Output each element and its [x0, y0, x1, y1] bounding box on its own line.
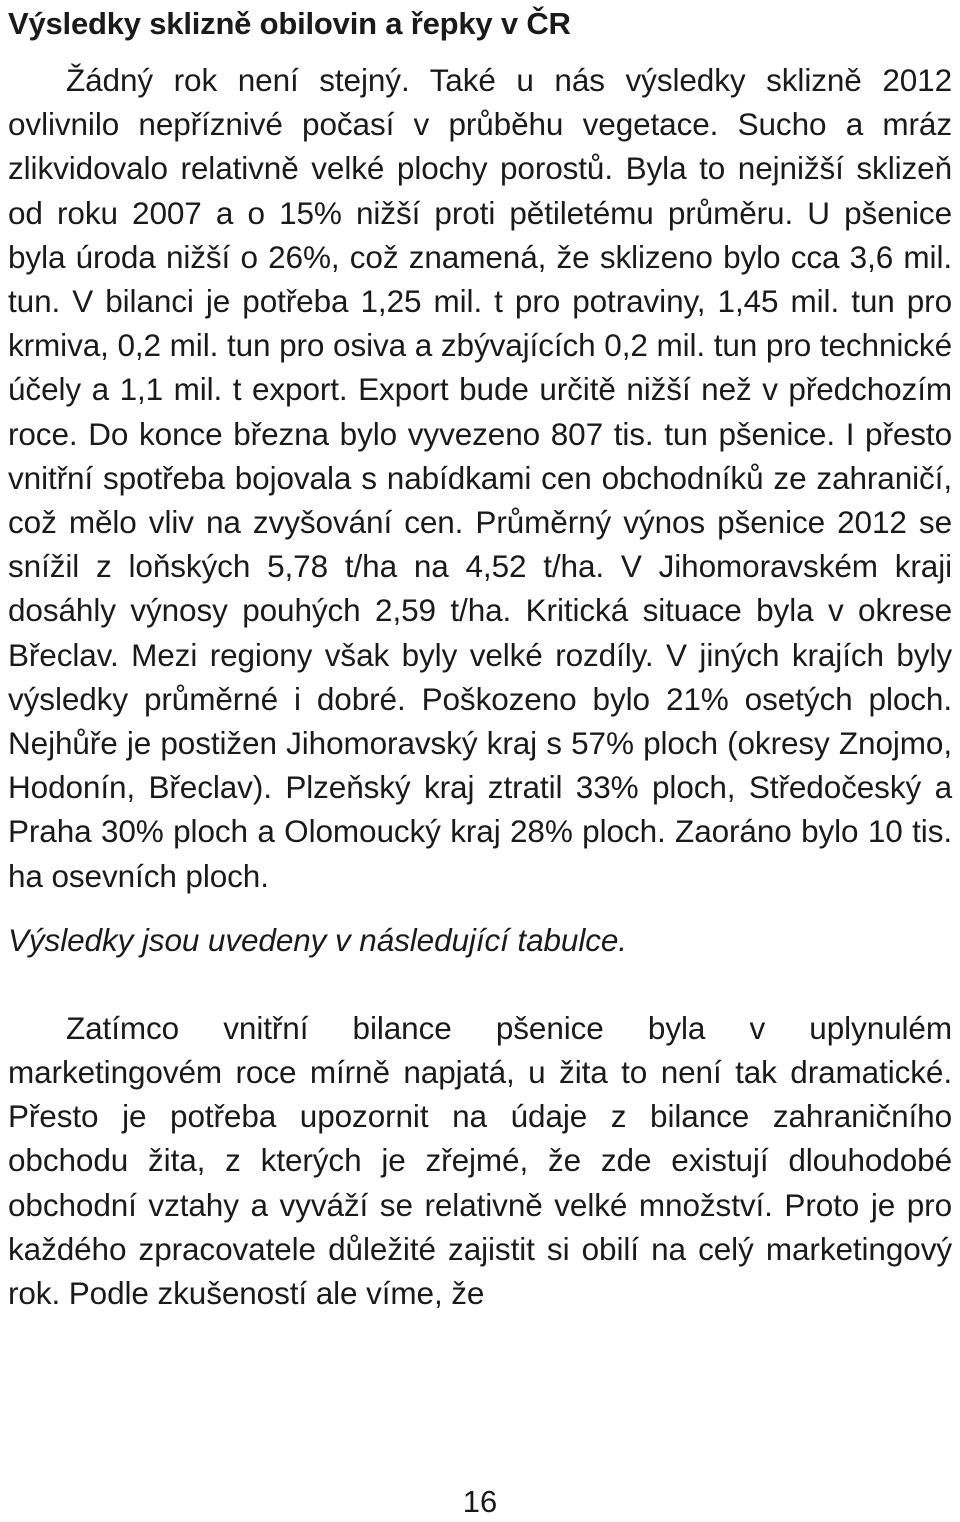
paragraph-rye-balance: Zatímco vnitřní bilance pšenice byla v uplynulém marketingovém roce mírně napjatá, u žita to není tak dramatické. Přesto je potřeba upozornit na údaje z bilance zahraničního obchodu žita, z kterých je zřejmé, že zde existují dlouhodobé obchodní vztahy a vyváží se relativně velké množství. Proto je pro každého zpracovatele důležité zajistit si obilí na celý marketingový rok. Podle zkušeností ale víme, že — [8, 1009, 952, 1312]
document-page — [8, 0, 952, 1315]
table-reference-note: Výsledky jsou uvedeny v následující tabulce. — [8, 921, 627, 958]
paragraph-harvest-results: Žádný rok není stejný. Také u nás výsledky sklizně 2012 ovlivnilo nepříznivé počasí v průběhu vegetace. Sucho a mráz zlikvidovalo relativně velké plochy porostů. Byla to nejnižší sklizeň od roku 2007 a o 15% nižší proti pětiletému průměru. U pšenice byla úroda nižší o 26%, což znamená, že sklizeno bylo cca 3,6 mil. tun. V bilanci je potřeba 1,25 mil. t pro potraviny, 1,45 mil. tun pro krmiva, 0,2 mil. tun pro osiva a zbývajících 0,2 mil. tun pro technické účely a 1,1 mil. t export. Export bude určitě nižší než v předchozím roce. Do konce března bylo vyvezeno 807 tis. tun pšenice. I přesto vnitřní spotřeba bojovala s nabídkami cen obchodníků ze zahraničí, což mělo vliv na zvyšování cen. Průměrný výnos pšenice 2012 se snížil z loňských 5,78 t/ha na 4,52 t/ha. V Jihomoravském kraji dosáhly výnosy pouhých 2,59 t/ha. Kritická situace byla v okrese Břeclav. Mezi regiony však byly velké rozdíly. V jiných krajích byly výsledky průměrné i dobré. Poškozeno bylo 21% osetých ploch. Nejhůře je postižen Jihomoravský kraj s 57% ploch (okresy Znojmo, Hodonín, Břeclav). Plzeňský kraj ztratil 33% ploch, Středočeský a Praha 30% ploch a Olomoucký kraj 28% ploch. Zaoráno bylo 10 tis. ha osevních ploch. — [8, 62, 952, 894]
page-number: 16 — [462, 1484, 498, 1519]
article-title: Výsledky sklizně obilovin a řepky v ČR — [8, 6, 571, 41]
